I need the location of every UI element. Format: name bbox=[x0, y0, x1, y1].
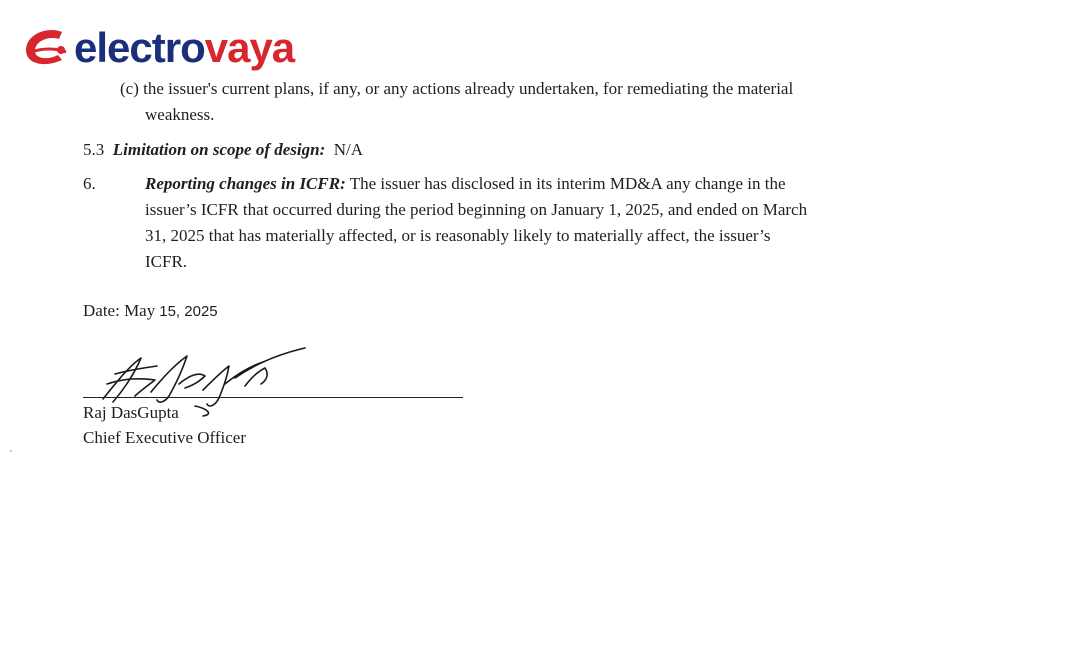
logo-wordmark bbox=[74, 22, 294, 74]
date-label: Date: May bbox=[83, 301, 156, 320]
section-6-line-2: issuer’s ICFR that occurred during the period beginning on January 1, 2025, and ended on March bbox=[145, 200, 808, 219]
section-5-3-heading: Limitation on scope of design: bbox=[112, 140, 326, 159]
signature-line bbox=[83, 397, 463, 398]
logo-text-electro: electro bbox=[74, 24, 205, 71]
item-c-line-2: weakness. bbox=[145, 105, 215, 124]
company-logo bbox=[22, 22, 312, 74]
section-6-line-1-text: The issuer has disclosed in its interim MD&A any change in the bbox=[349, 174, 786, 193]
swoosh-c-icon bbox=[22, 22, 82, 74]
item-c-line-1: (c) the issuer's current plans, if any, or any actions already undertaken, for remediating the material bbox=[120, 79, 794, 98]
section-6-line-1 bbox=[145, 171, 807, 197]
section-6-line-4: ICFR. bbox=[145, 252, 188, 271]
section-6-heading: Reporting changes in ICFR: bbox=[145, 174, 346, 193]
section-6-body bbox=[145, 171, 807, 275]
signer-name: Raj DasGupta bbox=[83, 403, 179, 422]
section-5-3-number: 5.3 bbox=[83, 140, 105, 159]
section-6-number: 6. bbox=[83, 174, 96, 193]
date-value: 15, 2025 bbox=[159, 303, 218, 320]
signer-title: Chief Executive Officer bbox=[83, 428, 247, 447]
section-5-3 bbox=[83, 137, 363, 162]
scan-speck bbox=[10, 450, 12, 452]
section-6-line-3: 31, 2025 that has materially affected, or is reasonably likely to materially affect, the issuer’s bbox=[145, 226, 771, 245]
date-row bbox=[83, 298, 218, 324]
logo-text-vaya: vaya bbox=[204, 24, 295, 71]
section-5-3-value: N/A bbox=[333, 140, 364, 159]
